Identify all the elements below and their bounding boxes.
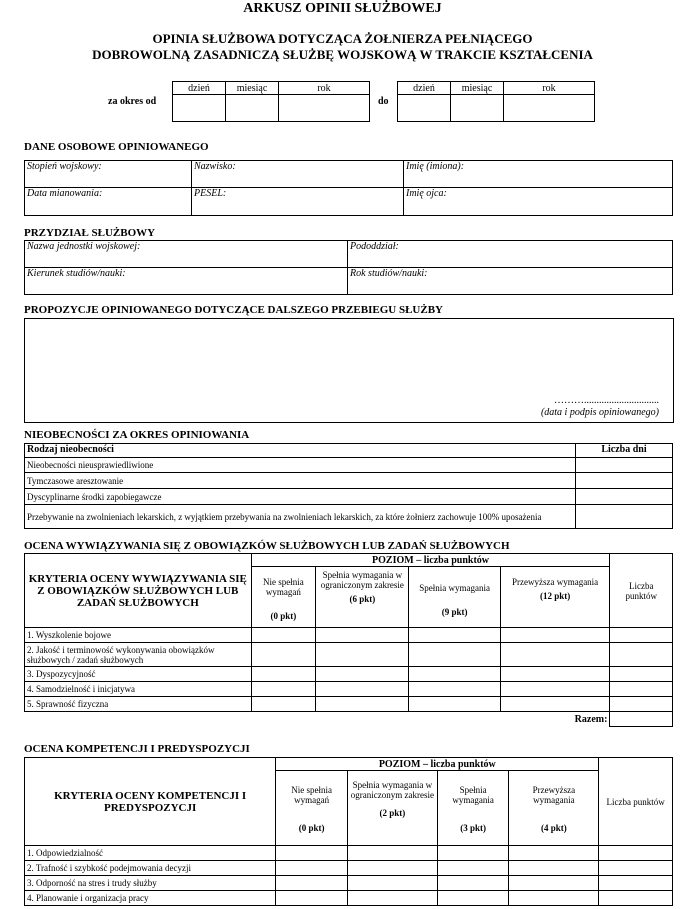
score-cell[interactable] (500, 643, 610, 667)
duties-row-label: 2. Jakość i terminowość wykonywania obowiązków służbowych / zadań służbowych (25, 643, 252, 667)
score-cell[interactable] (509, 891, 599, 906)
competence-heading: OCENA KOMPETENCJI I PREDYSPOZYCJI (24, 743, 250, 755)
score-cell[interactable] (409, 643, 500, 667)
duties-level-2: Spełnia wymagania (9 pkt) (409, 567, 500, 628)
father-name-field[interactable]: Imię ojca: (404, 188, 673, 216)
score-cell[interactable] (347, 846, 437, 861)
score-cell[interactable] (251, 697, 316, 712)
duties-total-label: Razem: (25, 712, 610, 727)
competence-row-label: 3. Odporność na stres i trudy służby (25, 876, 276, 891)
duties-row-label: 5. Sprawność fizyczna (25, 697, 252, 712)
to-month-field[interactable] (451, 95, 504, 122)
appointment-date-field[interactable]: Data mianowania: (25, 188, 192, 216)
score-cell[interactable] (251, 628, 316, 643)
score-cell[interactable] (276, 876, 348, 891)
score-cell[interactable] (437, 891, 509, 906)
score-cell[interactable] (610, 667, 673, 682)
period-from-label: za okres od (108, 96, 157, 107)
from-month-field[interactable] (226, 95, 279, 122)
absence-row-label: Tymczasowe aresztowanie (25, 473, 576, 489)
score-cell[interactable] (610, 628, 673, 643)
assignment-heading: PRZYDZIAŁ SŁUŻBOWY (24, 227, 156, 239)
absences-heading: NIEOBECNOŚCI ZA OKRES OPINIOWANIA (24, 429, 250, 441)
form-subtitle-line2: DOBROWOLNĄ ZASADNICZĄ SŁUŻBĘ WOJSKOWĄ W TRAKCIE KSZTAŁCENIA (92, 47, 593, 62)
score-cell[interactable] (500, 682, 610, 697)
period-to-label: do (378, 96, 389, 107)
duties-level-0: Nie spełnia wymagań (0 pkt) (251, 567, 316, 628)
competence-level-1: Spełnia wymagania w ograniczonym zakresie (2 pkt) (347, 771, 437, 846)
score-cell[interactable] (509, 861, 599, 876)
names-field[interactable]: Imię (imiona): (404, 161, 673, 188)
month-header: miesiąc (451, 82, 504, 95)
duties-level-3: Przewyższa wymagania (12 pkt) (500, 567, 610, 628)
score-cell[interactable] (316, 643, 409, 667)
competence-level-0: Nie spełnia wymagań (0 pkt) (276, 771, 348, 846)
score-cell[interactable] (599, 861, 673, 876)
score-cell[interactable] (599, 846, 673, 861)
personal-heading: DANE OSOBOWE OPINIOWANEGO (24, 141, 209, 153)
form-subtitle-line1: OPINIA SŁUŻBOWA DOTYCZĄCA ŻOŁNIERZA PEŁNIĄCEGO (152, 31, 533, 46)
proposals-box[interactable] (24, 318, 674, 423)
duties-level-1: Spełnia wymagania w ograniczonym zakresie (6 pkt) (316, 567, 409, 628)
absence-days-field[interactable] (576, 473, 673, 489)
absence-row-label: Nieobecności nieusprawiedliwione (25, 458, 576, 473)
score-cell[interactable] (500, 628, 610, 643)
unit-name-field[interactable]: Nazwa jednostki wojskowej: (25, 241, 348, 268)
to-day-field[interactable] (398, 95, 451, 122)
competence-row-label: 1. Odpowiedzialność (25, 846, 276, 861)
score-cell[interactable] (347, 876, 437, 891)
score-cell[interactable] (509, 846, 599, 861)
signature-dots: ……….............................. (554, 395, 659, 406)
pesel-field[interactable]: PESEL: (192, 188, 404, 216)
score-cell[interactable] (437, 861, 509, 876)
duties-row-label: 1. Wyszkolenie bojowe (25, 628, 252, 643)
rank-field[interactable]: Stopień wojskowy: (25, 161, 192, 188)
year-header: rok (504, 82, 595, 95)
score-cell[interactable] (316, 682, 409, 697)
score-cell[interactable] (276, 846, 348, 861)
absence-days-field[interactable] (576, 505, 673, 529)
score-cell[interactable] (251, 682, 316, 697)
competence-level-header: POZIOM – liczba punktów (276, 758, 599, 771)
score-cell[interactable] (437, 876, 509, 891)
duties-row-label: 3. Dyspozycyjność (25, 667, 252, 682)
absences-table (24, 443, 673, 529)
month-header: miesiąc (226, 82, 279, 95)
study-year-field[interactable]: Rok studiów/nauki: (348, 268, 673, 295)
to-year-field[interactable] (504, 95, 595, 122)
absence-type-header: Rodzaj nieobecności (25, 444, 576, 458)
day-header: dzień (173, 82, 226, 95)
score-cell[interactable] (316, 697, 409, 712)
period-to-table (397, 81, 595, 122)
surname-field[interactable]: Nazwisko: (192, 161, 404, 188)
absence-row-label: Przebywanie na zwolnieniach lekarskich, z wyjątkiem przebywania na zwolnieniach lekarskich, za które żołnierz zachowuje 100% uposażenia (25, 505, 576, 529)
period-from-table (172, 81, 370, 122)
absence-row-label: Dyscyplinarne środki zapobiegawcze (25, 489, 576, 505)
competence-points-header: Liczba punktów (599, 758, 673, 846)
score-cell[interactable] (276, 861, 348, 876)
score-cell[interactable] (610, 682, 673, 697)
score-cell[interactable] (409, 697, 500, 712)
score-cell[interactable] (599, 891, 673, 906)
duties-total-field[interactable] (610, 712, 673, 727)
score-cell[interactable] (500, 697, 610, 712)
competence-row-label: 2. Trafność i szybkość podejmowania decyzji (25, 861, 276, 876)
study-field-field[interactable]: Kierunek studiów/nauki: (25, 268, 348, 295)
year-header: rok (279, 82, 370, 95)
from-day-field[interactable] (173, 95, 226, 122)
score-cell[interactable] (347, 891, 437, 906)
duties-level-header: POZIOM – liczba punktów (251, 554, 610, 567)
competence-criteria-header: KRYTERIA OCENY KOMPETENCJI I PREDYSPOZYCJI (25, 758, 276, 846)
proposals-heading: PROPOZYCJE OPINIOWANEGO DOTYCZĄCE DALSZEGO PRZEBIEGU SŁUŻBY (24, 304, 443, 316)
score-cell[interactable] (276, 891, 348, 906)
score-cell[interactable] (610, 643, 673, 667)
competence-level-3: Przewyższa wymagania (4 pkt) (509, 771, 599, 846)
from-year-field[interactable] (279, 95, 370, 122)
duties-table (24, 553, 673, 727)
day-header: dzień (398, 82, 451, 95)
duties-row-label: 4. Samodzielność i inicjatywa (25, 682, 252, 697)
score-cell[interactable] (316, 628, 409, 643)
score-cell[interactable] (509, 876, 599, 891)
subunit-field[interactable]: Pododdział: (348, 241, 673, 268)
duties-heading: OCENA WYWIĄZYWANIA SIĘ Z OBOWIĄZKÓW SŁUŻBOWYCH LUB ZADAŃ SŁUŻBOWYCH (24, 540, 510, 552)
score-cell[interactable] (251, 643, 316, 667)
score-cell[interactable] (500, 667, 610, 682)
signature-caption: (data i podpis opiniowanego) (540, 407, 659, 418)
score-cell[interactable] (437, 846, 509, 861)
duties-criteria-header: KRYTERIA OCENY WYWIĄZYWANIA SIĘ Z OBOWIĄZKÓW SŁUŻBOWYCH LUB ZADAŃ SŁUŻBOWYCH (25, 554, 252, 628)
absence-days-field[interactable] (576, 458, 673, 473)
score-cell[interactable] (409, 667, 500, 682)
score-cell[interactable] (599, 876, 673, 891)
personal-table (24, 160, 673, 216)
absence-days-header: Liczba dni (576, 444, 673, 458)
duties-points-header: Liczba punktów (610, 554, 673, 628)
score-cell[interactable] (409, 682, 500, 697)
form-title: ARKUSZ OPINII SŁUŻBOWEJ (243, 1, 442, 16)
competence-row-label: 4. Planowanie i organizacja pracy (25, 891, 276, 906)
score-cell[interactable] (409, 628, 500, 643)
competence-table (24, 757, 673, 906)
score-cell[interactable] (251, 667, 316, 682)
score-cell[interactable] (347, 861, 437, 876)
absence-days-field[interactable] (576, 489, 673, 505)
competence-level-2: Spełnia wymagania (3 pkt) (437, 771, 509, 846)
score-cell[interactable] (610, 697, 673, 712)
assignment-table (24, 240, 673, 295)
score-cell[interactable] (316, 667, 409, 682)
